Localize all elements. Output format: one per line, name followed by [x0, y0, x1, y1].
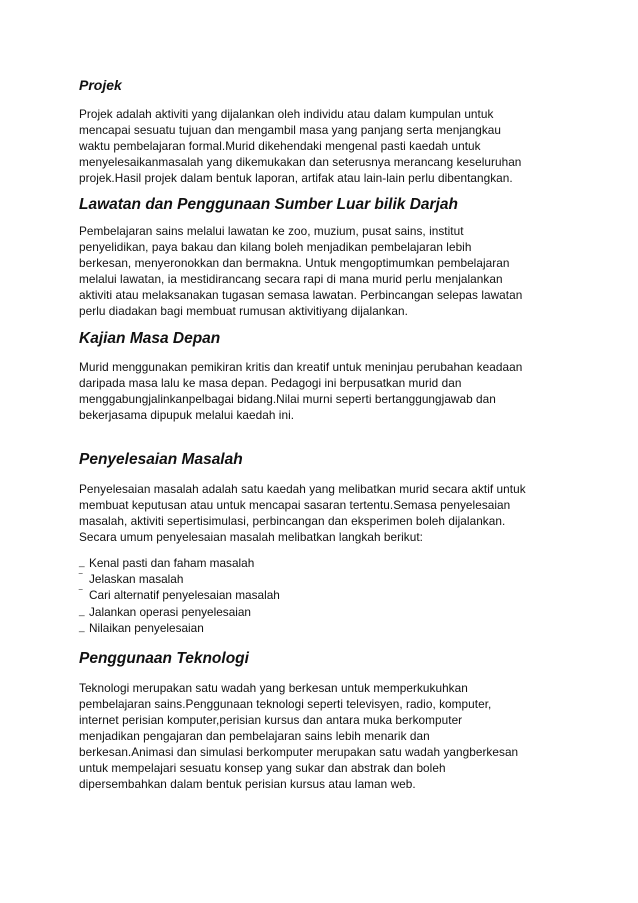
text-line: berkesan.Animasi dan simulasi berkomputer merupakan satu wadah yangberkesan [79, 745, 519, 759]
list-item [79, 587, 579, 603]
section-kajian-masa-depan [79, 330, 579, 423]
step-label: Jalankan operasi penyelesaian [89, 604, 251, 619]
heading-projek: Projek [79, 77, 122, 93]
step-label: Jelaskan masalah [89, 572, 184, 587]
paragraph-kajian-masa-depan [79, 359, 579, 423]
text-line: membuat keputusan atau untuk mencapai sasaran tertentu.Semasa penyelesaian [79, 498, 511, 512]
text-line: melalui lawatan, ia mestidirancang secara rapi di mana murid perlu menjalankan [79, 272, 503, 286]
text-line: penyelidikan, paya bakau dan kilang boleh menjadikan pembelajaran lebih [79, 240, 472, 254]
text-line: projek.Hasil projek dalam bentuk laporan, artifak atau lain-lain perlu dibentangkan. [79, 171, 513, 185]
text-line: pembelajaran sains.Penggunaan teknologi seperti televisyen, radio, komputer, [79, 697, 492, 711]
section-projek [79, 77, 579, 186]
text-line: menyelesaikanmasalah yang dikemukakan dan seterusnya merancang keseluruhan [79, 155, 522, 169]
step-label: Kenal pasti dan faham masalah [89, 556, 255, 570]
text-line: berkesan, menyeronokkan dan bermakna. Untuk mengoptimumkan pembelajaran [79, 256, 510, 270]
section-lawatan [79, 196, 579, 319]
paragraph-lawatan [79, 223, 579, 319]
list-item [79, 604, 579, 620]
text-line: mencapai sesuatu tujuan dan mengambil masa yang panjang serta menjangkau [79, 123, 502, 137]
text-line: masalah, aktiviti sepertisimulasi, perbincangan dan eksperimen boleh dijalankan. [79, 514, 506, 528]
list-item [79, 571, 579, 587]
dash-bullet-icon: ‾ [79, 573, 83, 585]
section-penggunaan-teknologi [79, 650, 579, 792]
text-line: perlu diadakan bagi membuat rumusan aktivitiyang dijalankan. [79, 304, 408, 318]
text-line: daripada masa lalu ke masa depan. Pedagogi ini berpusatkan murid dan [79, 376, 462, 390]
text-line: waktu pembelajaran formal.Murid dikehendaki mengenal pasti kaedah untuk [79, 139, 481, 153]
heading-kajian-masa-depan: Kajian Masa Depan [79, 330, 221, 347]
steps-list [79, 555, 579, 636]
text-line: Projek adalah aktiviti yang dijalankan oleh individu atau dalam kumpulan untuk [79, 107, 494, 121]
step-label: Nilaikan penyelesaian [89, 620, 204, 635]
dash-bullet-icon: _ [79, 621, 85, 633]
heading-penggunaan-teknologi: Penggunaan Teknologi [79, 650, 249, 667]
text-line: Pembelajaran sains melalui lawatan ke zoo, muzium, pusat sains, institut [79, 224, 464, 238]
text-line: Murid menggunakan pemikiran kritis dan kreatif untuk meninjau perubahan keadaan [79, 360, 523, 374]
paragraph-penggunaan-teknologi [79, 680, 579, 792]
text-line: bekerjasama dipupuk melalui kaedah ini. [79, 408, 295, 422]
text-line: Penyelesaian masalah adalah satu kaedah yang melibatkan murid secara aktif untuk [79, 482, 526, 496]
text-line: menggabungjalinkanpelbagai bidang.Nilai murni seperti bertanggungjawab dan [79, 392, 496, 406]
dash-bullet-icon: _ [79, 605, 85, 617]
list-item [79, 620, 579, 636]
text-line: internet perisian komputer,perisian kursus dan antara muka berkomputer [79, 713, 463, 727]
text-line: Teknologi merupakan satu wadah yang berkesan untuk memperkukuhkan [79, 681, 468, 695]
list-item [79, 555, 579, 571]
text-line: dipersembahkan dalam bentuk perisian kursus atau laman web. [79, 777, 416, 791]
dash-bullet-icon: ‾ [79, 589, 83, 601]
paragraph-projek [79, 106, 579, 186]
text-line: Secara umum penyelesaian masalah melibatkan langkah berikut: [79, 530, 423, 544]
heading-lawatan: Lawatan dan Penggunaan Sumber Luar bilik Darjah [79, 196, 458, 213]
heading-penyelesaian-masalah: Penyelesaian Masalah [79, 451, 243, 468]
text-line: untuk mempelajari sesuatu konsep yang sukar dan abstrak dan boleh [79, 761, 446, 775]
text-line: menjadikan pengajaran dan pembelajaran sains lebih menarik dan [79, 729, 430, 743]
section-penyelesaian-masalah [79, 451, 579, 636]
dash-bullet-icon: _ [79, 557, 85, 568]
text-line: aktiviti atau melaksanakan tugasan semasa lawatan. Perbincangan selepas lawatan [79, 288, 523, 302]
paragraph-penyelesaian-masalah [79, 481, 579, 545]
step-label: Cari alternatif penyelesaian masalah [89, 588, 280, 603]
